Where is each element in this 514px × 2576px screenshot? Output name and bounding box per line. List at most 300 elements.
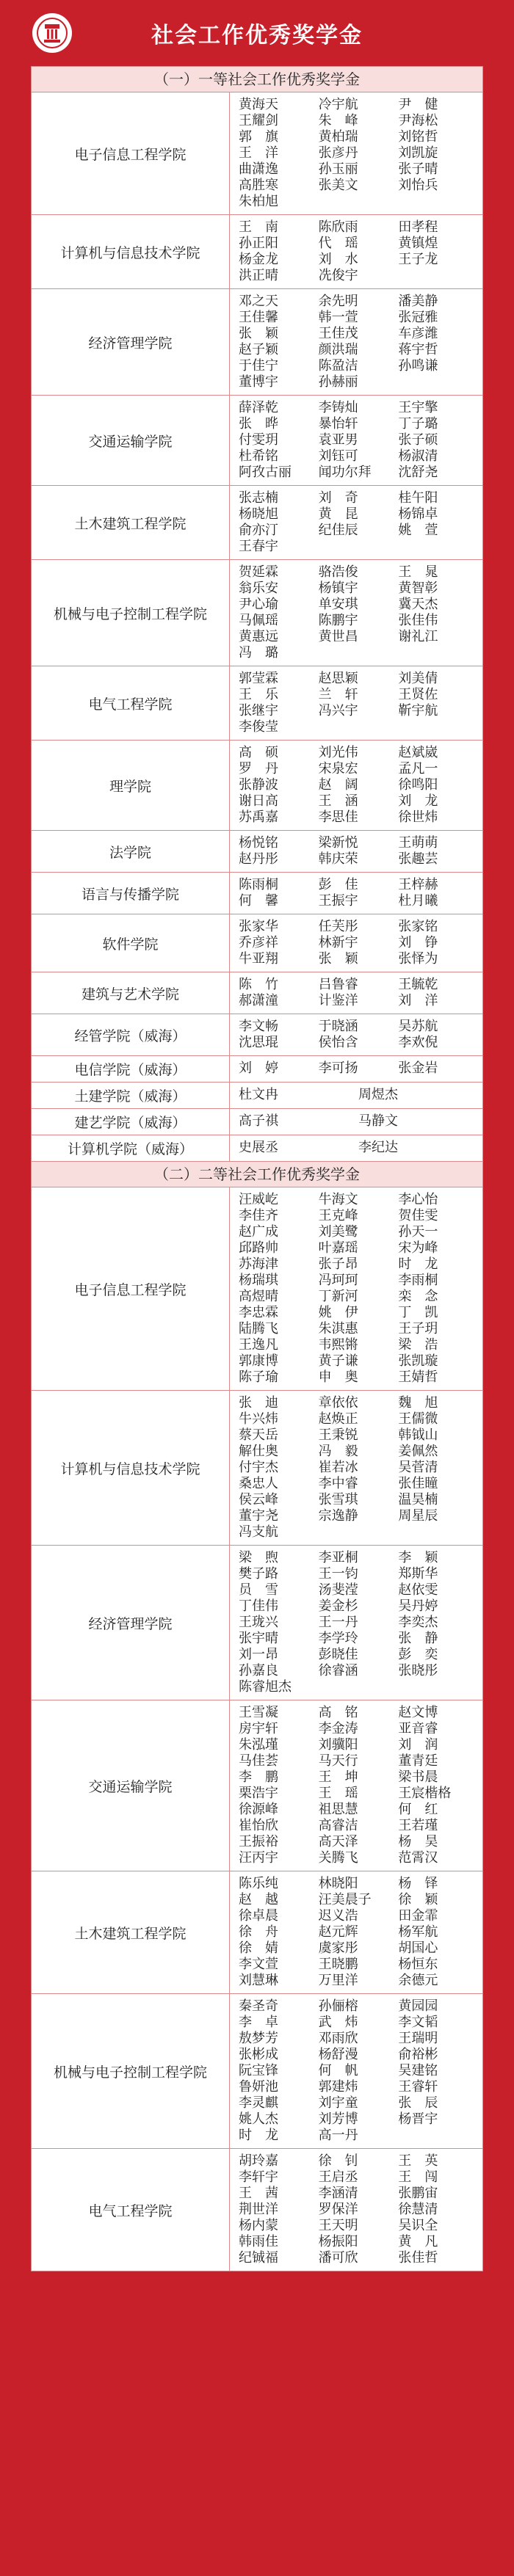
recipient-name: 兰 轩 (318, 687, 358, 702)
recipient-name: 王耀剑 (239, 113, 278, 128)
recipient-name: 王启丞 (318, 2169, 358, 2185)
recipient-name: 刘怡兵 (398, 178, 438, 193)
recipient-name: 陆腾飞 (239, 1321, 278, 1336)
recipient-name: 赵思颖 (318, 671, 358, 686)
recipient-list (230, 1546, 482, 1700)
recipient-name: 尹心瑜 (239, 597, 278, 612)
recipient-name: 何 红 (398, 1802, 438, 1817)
recipient-name: 杨内蒙 (239, 2218, 278, 2233)
recipient-name: 张金岩 (398, 1060, 438, 1076)
recipient-name: 员 雪 (239, 1582, 278, 1598)
recipient-name: 栗浩宇 (239, 1786, 278, 1801)
recipient-name: 高天泽 (318, 1834, 358, 1849)
recipient-name: 冯兴宇 (318, 703, 358, 718)
recipient-name: 颜洪瑞 (318, 342, 358, 357)
recipient-name: 刘骥阳 (318, 1737, 358, 1753)
recipient-name: 邓雨欣 (318, 2031, 358, 2046)
recipient-name: 黄园园 (398, 1998, 438, 2014)
recipient-name: 王春宇 (239, 539, 278, 554)
recipient-name: 李雨桐 (398, 1273, 438, 1288)
recipient-name: 徐睿涵 (318, 1663, 358, 1678)
recipient-name: 刘慧琳 (239, 1973, 278, 1988)
recipient-name: 苏海津 (239, 1256, 278, 1272)
recipient-name: 徐世炜 (398, 809, 438, 825)
recipient-name: 吴菅清 (398, 1460, 438, 1475)
recipient-name: 暴怡轩 (318, 416, 358, 432)
recipient-name: 李轩宇 (239, 2169, 278, 2185)
recipient-name: 杨 铎 (398, 1876, 438, 1891)
recipient-name: 李 鹏 (239, 1769, 278, 1785)
recipient-name: 高 铭 (318, 1705, 358, 1720)
recipient-name: 张冠雅 (398, 310, 438, 325)
recipient-name: 单安琪 (318, 597, 358, 612)
recipient-name: 邱路帅 (239, 1240, 278, 1256)
recipient-name: 张晓彤 (398, 1663, 438, 1678)
recipient-name: 谢日高 (239, 793, 278, 809)
recipient-name: 纪铖福 (239, 2250, 278, 2266)
recipient-name: 蒋宇哲 (398, 342, 438, 357)
recipient-name: 赵依雯 (398, 1582, 438, 1598)
recipient-name: 姚 萱 (398, 523, 438, 538)
recipient-name: 张 颖 (239, 326, 278, 341)
recipient-name: 胡玲嘉 (239, 2153, 278, 2169)
college-name: 土建学院（威海） (32, 1083, 230, 1108)
recipient-name: 刘 铮 (398, 935, 438, 950)
recipient-name: 徐鸣阳 (398, 777, 438, 793)
recipient-list (230, 2149, 482, 2271)
recipient-name: 王宇擎 (398, 400, 438, 415)
recipient-name: 刘凯旋 (398, 145, 438, 161)
recipient-name: 张 辰 (398, 2095, 438, 2111)
recipient-name: 吴建铭 (398, 2063, 438, 2078)
recipient-name: 刘美倩 (398, 671, 438, 686)
table-row (32, 1700, 482, 1871)
recipient-name: 任芙彤 (318, 919, 358, 934)
recipient-name: 曲潇逸 (239, 161, 278, 177)
recipient-name: 王 瑶 (318, 1786, 358, 1801)
recipient-name: 王振宇 (318, 893, 358, 909)
recipient-name: 侯怡含 (318, 1035, 358, 1050)
college-name: 经管学院（威海） (32, 1014, 230, 1055)
recipient-name: 赵焕正 (318, 1411, 358, 1427)
college-name: 电气工程学院 (32, 2149, 230, 2271)
recipient-name: 高睿洁 (318, 1818, 358, 1833)
recipient-name: 鲁妍池 (239, 2079, 278, 2095)
recipient-name: 杨晋宇 (398, 2111, 438, 2127)
recipient-name: 史展丞 (239, 1140, 278, 1155)
recipient-name: 宗逸静 (318, 1508, 358, 1524)
recipient-name: 邓之天 (239, 294, 278, 309)
recipient-name: 李金涛 (318, 1721, 358, 1736)
recipient-name: 杨 昊 (398, 1834, 438, 1849)
recipient-list (230, 831, 482, 872)
recipient-name: 李文畅 (239, 1019, 278, 1034)
recipient-name: 张彦丹 (318, 145, 358, 161)
recipient-name: 杨振阳 (318, 2234, 358, 2249)
recipient-name: 郭康博 (239, 1353, 278, 1369)
recipient-name: 王 涵 (318, 793, 358, 809)
college-name: 经济管理学院 (32, 289, 230, 395)
recipient-name: 刘 水 (318, 252, 358, 267)
recipient-name: 王儒微 (398, 1411, 438, 1427)
college-name: 计算机与信息技术学院 (32, 215, 230, 288)
recipient-name: 黄惠远 (239, 629, 278, 644)
recipient-name: 俞亦汀 (239, 523, 278, 538)
recipient-name: 孙玉丽 (318, 161, 358, 177)
recipient-name: 冯 璐 (239, 645, 278, 661)
college-name: 机械与电子控制工程学院 (32, 1994, 230, 2148)
recipient-name: 韩庆荣 (318, 851, 358, 867)
recipient-name: 汪威屹 (239, 1192, 278, 1207)
recipient-name: 侯云峰 (239, 1492, 278, 1507)
recipient-name: 朱柏旭 (239, 194, 278, 209)
seal-icon (36, 17, 68, 49)
college-name: 土木建筑工程学院 (32, 486, 230, 559)
recipient-name: 韩雨佳 (239, 2234, 278, 2249)
recipient-name: 时 龙 (398, 1256, 438, 1272)
table-row (32, 914, 482, 972)
recipient-name: 薛泽乾 (239, 400, 278, 415)
recipient-name: 李心怡 (398, 1192, 438, 1207)
recipient-list (230, 289, 482, 395)
recipient-name: 杨镇宇 (318, 581, 358, 596)
recipient-name: 李可扬 (318, 1060, 358, 1076)
recipient-list (230, 1700, 482, 1871)
recipient-name: 陈睿旭杰 (239, 1679, 292, 1695)
recipient-name: 丁 凯 (398, 1305, 438, 1320)
recipient-name: 申 奥 (318, 1369, 358, 1385)
recipient-name: 李灵麒 (239, 2095, 278, 2111)
recipient-name: 王 坤 (318, 1769, 358, 1785)
recipient-name: 纪佳辰 (318, 523, 358, 538)
recipient-list (230, 486, 482, 559)
recipient-name: 丁子璐 (398, 416, 438, 432)
recipient-name: 徐 颖 (398, 1892, 438, 1907)
recipient-name: 牛兴炜 (239, 1411, 278, 1427)
recipient-name: 丁佳伟 (239, 1598, 278, 1614)
recipient-name: 计鉴洋 (318, 993, 358, 1008)
table-row (32, 486, 482, 560)
recipient-name: 乔彦祥 (239, 935, 278, 950)
recipient-name: 张家华 (239, 919, 278, 934)
recipient-name: 付雯玥 (239, 432, 278, 448)
recipient-name: 田孝程 (398, 219, 438, 235)
recipient-name: 刘 龙 (398, 793, 438, 809)
recipient-name: 冯支航 (239, 1524, 278, 1540)
recipient-name: 余德元 (398, 1973, 438, 1988)
recipient-name: 冯 毅 (318, 1444, 358, 1459)
recipient-name: 阿孜古丽 (239, 465, 292, 480)
section-header: （二）二等社会工作优秀奖学金 (32, 1162, 482, 1187)
table-row (32, 1083, 482, 1109)
recipient-name: 黄柏瑞 (318, 129, 358, 145)
recipient-name: 范霄汉 (398, 1850, 438, 1866)
recipient-name: 张趣芸 (398, 851, 438, 867)
recipient-name: 王 闯 (398, 2169, 438, 2185)
table-row (32, 972, 482, 1014)
recipient-name: 张家铭 (398, 919, 438, 934)
recipient-name: 杨淑清 (398, 448, 438, 464)
recipient-name: 张佳瞳 (398, 1476, 438, 1491)
table-row (32, 1391, 482, 1546)
table-row (32, 1546, 482, 1700)
recipient-name: 牛亚翔 (239, 951, 278, 967)
recipient-name: 林晓阳 (318, 1876, 358, 1891)
recipient-name: 马静文 (358, 1113, 398, 1129)
recipient-name: 董宇尧 (239, 1508, 278, 1524)
college-name: 计算机学院（威海） (32, 1135, 230, 1161)
recipient-name: 黄镇煌 (398, 236, 438, 251)
recipient-name: 张 迪 (239, 1395, 278, 1411)
recipient-name: 张 颖 (318, 951, 358, 967)
recipient-name: 韩一萱 (318, 310, 358, 325)
recipient-name: 韩钺山 (398, 1427, 438, 1443)
recipient-name: 李涵清 (318, 2186, 358, 2201)
recipient-name: 祖思慧 (318, 1802, 358, 1817)
recipient-name: 陈盈洁 (318, 358, 358, 374)
recipient-name: 李文韬 (398, 2015, 438, 2030)
recipient-name: 杨悦铭 (239, 835, 278, 851)
table-row (32, 92, 482, 215)
scholarship-table (31, 66, 483, 2271)
recipient-name: 刘铭哲 (398, 129, 438, 145)
recipient-list (230, 1109, 482, 1135)
recipient-list (230, 92, 482, 214)
recipient-name: 高一丹 (318, 2128, 358, 2143)
recipient-name: 栾 念 (398, 1289, 438, 1304)
college-name: 建筑与艺术学院 (32, 972, 230, 1014)
recipient-name: 崔怡欣 (239, 1818, 278, 1833)
table-row (32, 666, 482, 741)
recipient-name: 罗 丹 (239, 761, 278, 776)
recipient-name: 阮宝锋 (239, 2063, 278, 2078)
recipient-list (230, 560, 482, 666)
recipient-name: 王若瑾 (398, 1818, 438, 1833)
recipient-name: 王一钧 (318, 1566, 358, 1582)
table-row (32, 560, 482, 666)
recipient-name: 赵文博 (398, 1705, 438, 1720)
section-header: （一）一等社会工作优秀奖学金 (32, 67, 482, 92)
recipient-list (230, 1871, 482, 1993)
recipient-name: 孙俪榕 (318, 1998, 358, 2014)
recipient-name: 郑斯华 (398, 1566, 438, 1582)
recipient-name: 张佳伟 (398, 613, 438, 628)
table-row (32, 873, 482, 914)
recipient-name: 万里洋 (318, 1973, 358, 1988)
recipient-name: 丁新河 (318, 1289, 358, 1304)
recipient-name: 姚 伊 (318, 1305, 358, 1320)
recipient-name: 袁亚男 (318, 432, 358, 448)
recipient-list (230, 1994, 482, 2148)
recipient-name: 黄世昌 (318, 629, 358, 644)
recipient-name: 樊子路 (239, 1566, 278, 1582)
recipient-list (230, 873, 482, 914)
recipient-list (230, 1056, 482, 1082)
recipient-name: 王睿轩 (398, 2079, 438, 2095)
recipient-name: 陈雨桐 (239, 877, 278, 892)
table-row (32, 1014, 482, 1056)
recipient-name: 余先明 (318, 294, 358, 309)
table-row (32, 1135, 482, 1162)
recipient-name: 王逸凡 (239, 1337, 278, 1353)
recipient-name: 彭晓佳 (318, 1647, 358, 1662)
recipient-name: 李中睿 (318, 1476, 358, 1491)
recipient-name: 黄 凡 (398, 2234, 438, 2249)
recipient-name: 张彬成 (239, 2047, 278, 2062)
recipient-name: 高煜晴 (239, 1289, 278, 1304)
recipient-name: 田金霏 (398, 1908, 438, 1924)
college-name: 计算机与信息技术学院 (32, 1391, 230, 1545)
recipient-name: 刘 洋 (398, 993, 438, 1008)
recipient-name: 王佳茂 (318, 326, 358, 341)
recipient-name: 刘钰可 (318, 448, 358, 464)
recipient-name: 郭莹霖 (239, 671, 278, 686)
recipient-name: 时 龙 (239, 2128, 278, 2143)
recipient-name: 王一丹 (318, 1615, 358, 1630)
recipient-name: 翁乐安 (239, 581, 278, 596)
recipient-name: 张 晔 (239, 416, 278, 432)
recipient-name: 姚人杰 (239, 2111, 278, 2127)
recipient-name: 林新宇 (318, 935, 358, 950)
college-name: 电子信息工程学院 (32, 1187, 230, 1390)
page-title: 社会工作优秀奖学金 (151, 23, 363, 48)
recipient-name: 吴苏航 (398, 1019, 438, 1034)
college-name: 电气工程学院 (32, 666, 230, 740)
recipient-name: 魏 旭 (398, 1395, 438, 1411)
college-name: 语言与传播学院 (32, 873, 230, 914)
recipient-name: 温昊楠 (398, 1492, 438, 1507)
recipient-name: 潘可欣 (318, 2250, 358, 2266)
recipient-name: 李忠霖 (239, 1305, 278, 1320)
recipient-name: 张鹏宙 (398, 2186, 438, 2201)
college-name: 经济管理学院 (32, 1546, 230, 1700)
recipient-name: 贺延霖 (239, 564, 278, 580)
recipient-name: 彭 奕 (398, 1647, 438, 1662)
recipient-name: 高 硕 (239, 745, 278, 760)
recipient-name: 韦熙锵 (318, 1337, 358, 1353)
recipient-name: 孙鸣谦 (398, 358, 438, 374)
recipient-name: 刘 奇 (318, 490, 358, 506)
recipient-list (230, 1014, 482, 1055)
recipient-name: 王婧哲 (398, 1369, 438, 1385)
recipient-name: 杨瑞琪 (239, 1273, 278, 1288)
recipient-name: 解仕奥 (239, 1444, 278, 1459)
recipient-name: 贺佳雯 (398, 1208, 438, 1223)
recipient-name: 杨晓旭 (239, 506, 278, 522)
recipient-name: 俞裕彬 (398, 2047, 438, 2062)
recipient-name: 王晓鹏 (318, 1957, 358, 1972)
recipient-name: 黄子谦 (318, 1353, 358, 1369)
college-name: 交通运输学院 (32, 396, 230, 485)
recipient-name: 王 茜 (239, 2186, 278, 2201)
recipient-name: 徐源峰 (239, 1802, 278, 1817)
table-row (32, 1056, 482, 1083)
recipient-name: 郭 旗 (239, 129, 278, 145)
recipient-name: 孟凡一 (398, 761, 438, 776)
college-name: 软件学院 (32, 914, 230, 972)
recipient-name: 杜文冉 (239, 1087, 278, 1102)
recipient-name: 杨舒漫 (318, 2047, 358, 2062)
recipient-name: 周星辰 (398, 1508, 438, 1524)
recipient-name: 刘光伟 (318, 745, 358, 760)
table-row (32, 1994, 482, 2149)
recipient-name: 房宇轩 (239, 1721, 278, 1736)
recipient-name: 靳宇航 (398, 703, 438, 718)
recipient-list (230, 1135, 482, 1161)
recipient-name: 杨军航 (398, 1924, 438, 1940)
recipient-name: 何 馨 (239, 893, 278, 909)
recipient-name: 汪美晨子 (318, 1892, 372, 1907)
table-row (32, 1187, 482, 1391)
table-row (32, 396, 482, 486)
recipient-name: 徐慧清 (398, 2202, 438, 2217)
recipient-name: 徐卓晨 (239, 1908, 278, 1924)
recipient-name: 朱泓瑾 (239, 1737, 278, 1753)
recipient-name: 刘 润 (398, 1737, 438, 1753)
recipient-name: 徐 钊 (318, 2153, 358, 2169)
recipient-name: 李 卓 (239, 2015, 278, 2030)
college-name: 建艺学院（威海） (32, 1109, 230, 1135)
recipient-name: 李纪达 (358, 1140, 398, 1155)
recipient-list (230, 1083, 482, 1108)
table-row (32, 1109, 482, 1135)
recipient-name: 汪丙宇 (239, 1850, 278, 1866)
recipient-name: 王雪凝 (239, 1705, 278, 1720)
recipient-name: 亚音睿 (398, 1721, 438, 1736)
recipient-list (230, 666, 482, 740)
recipient-name: 陈子瑜 (239, 1369, 278, 1385)
recipient-name: 孙正阳 (239, 236, 278, 251)
recipient-name: 朱 峰 (318, 113, 358, 128)
recipient-name: 桑忠人 (239, 1476, 278, 1491)
recipient-name: 蔡天岳 (239, 1427, 278, 1443)
recipient-name: 李铸灿 (318, 400, 358, 415)
recipient-name: 董青廷 (398, 1753, 438, 1769)
recipient-name: 徐 舟 (239, 1924, 278, 1940)
recipient-name: 杜月曦 (398, 893, 438, 909)
recipient-name: 张雪琪 (318, 1492, 358, 1507)
recipient-name: 李奕杰 (398, 1615, 438, 1630)
recipient-name: 宋泉宏 (318, 761, 358, 776)
recipient-name: 汤斐滢 (318, 1582, 358, 1598)
table-row (32, 289, 482, 396)
recipient-name: 赵 阔 (318, 777, 358, 793)
recipient-name: 周煜杰 (358, 1087, 398, 1102)
recipient-name: 迟义浩 (318, 1908, 358, 1924)
recipient-name: 谢礼江 (398, 629, 438, 644)
recipient-name: 马佳荟 (239, 1753, 278, 1769)
recipient-name: 徐 婧 (239, 1940, 278, 1956)
recipient-name: 孙嘉良 (239, 1663, 278, 1678)
recipient-name: 崔若冰 (318, 1460, 358, 1475)
recipient-name: 李俊莹 (239, 719, 278, 735)
recipient-name: 洪正晴 (239, 268, 278, 283)
recipient-name: 梁新悦 (318, 835, 358, 851)
recipient-name: 姜金杉 (318, 1598, 358, 1614)
recipient-name: 梁 煦 (239, 1550, 278, 1565)
recipient-name: 张子硕 (398, 432, 438, 448)
recipient-name: 杨金龙 (239, 252, 278, 267)
recipient-name: 马天行 (318, 1753, 358, 1769)
recipient-list (230, 396, 482, 485)
recipient-name: 王 英 (398, 2153, 438, 2169)
recipient-name: 冀天杰 (398, 597, 438, 612)
recipient-name: 王毓乾 (398, 977, 438, 992)
recipient-name: 张凯璇 (398, 1353, 438, 1369)
recipient-name: 李欢倪 (398, 1035, 438, 1050)
recipient-name: 武 炜 (318, 2015, 358, 2030)
university-logo (32, 13, 72, 53)
